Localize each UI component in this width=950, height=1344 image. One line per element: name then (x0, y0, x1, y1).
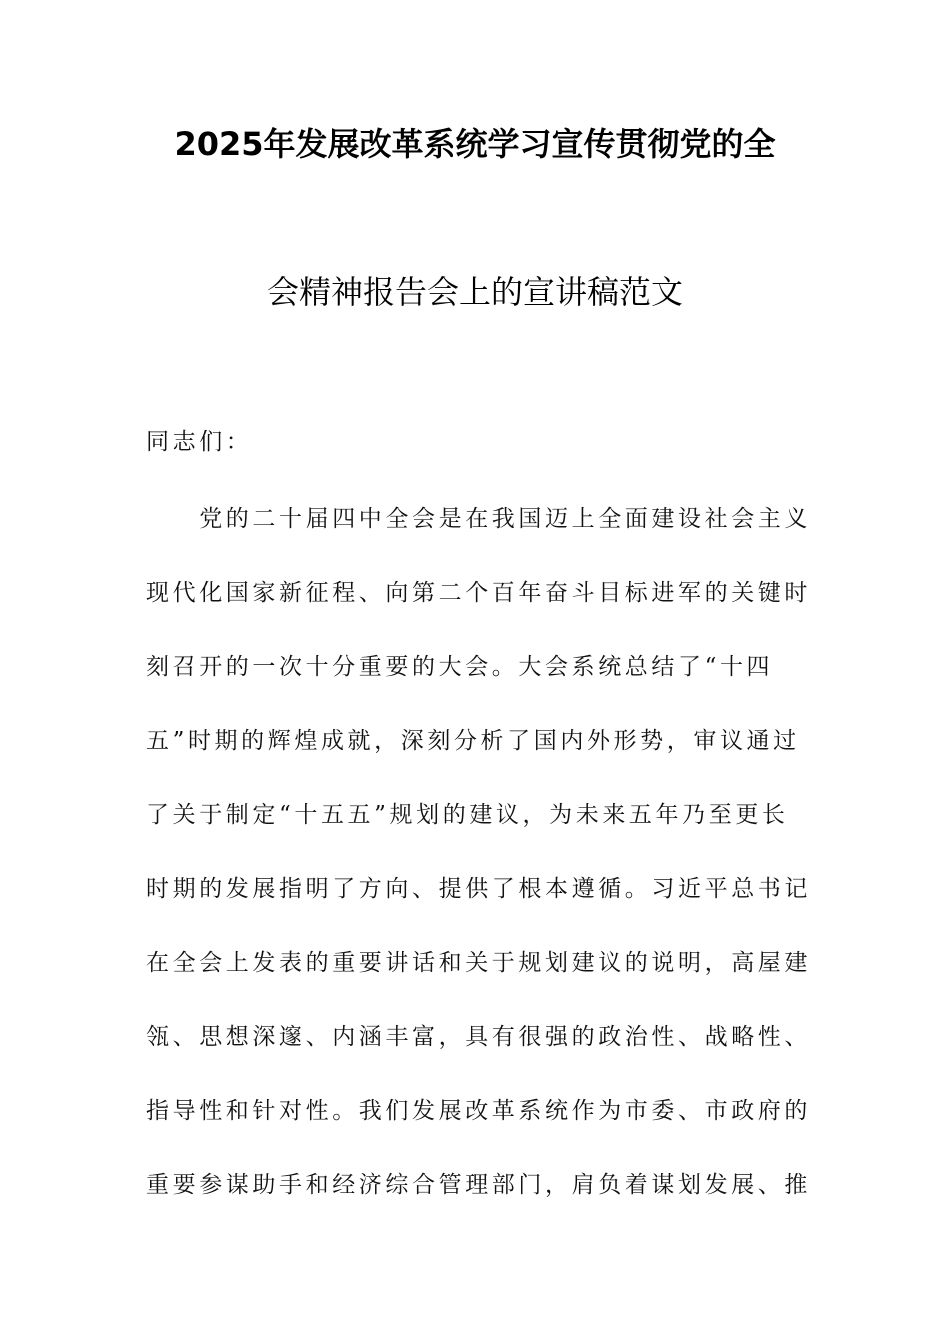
paragraph-line: 指导性和针对性。我们发展改革系统作为市委、市政府的 (146, 1098, 811, 1124)
document-title-line-1: 2025年发展改革系统学习宣传贯彻党的全 (174, 125, 776, 163)
paragraph-line: 重要参谋助手和经济综合管理部门，肩负着谋划发展、推 (146, 1172, 811, 1198)
paragraph-line: 党的二十届四中全会是在我国迈上全面建设社会主义 (146, 506, 811, 532)
paragraph-line: 了关于制定“十五五”规划的建议，为未来五年乃至更长 (146, 802, 789, 828)
paragraph-line: 刻召开的一次十分重要的大会。大会系统总结了“十四 (146, 654, 774, 680)
document-title-line-2: 会精神报告会上的宣讲稿范文 (266, 273, 683, 311)
paragraph-line: 瓴、思想深邃、内涵丰富，具有很强的政治性、战略性、 (146, 1024, 811, 1050)
salutation: 同志们： (146, 429, 253, 455)
paragraph-line: 在全会上发表的重要讲话和关于规划建议的说明，高屋建 (146, 950, 811, 976)
paragraph-line: 时期的发展指明了方向、提供了根本遵循。习近平总书记 (146, 876, 811, 902)
paragraph-line: 五”时期的辉煌成就，深刻分析了国内外形势，审议通过 (146, 728, 800, 754)
paragraph-line: 现代化国家新征程、向第二个百年奋斗目标进军的关键时 (146, 580, 811, 606)
